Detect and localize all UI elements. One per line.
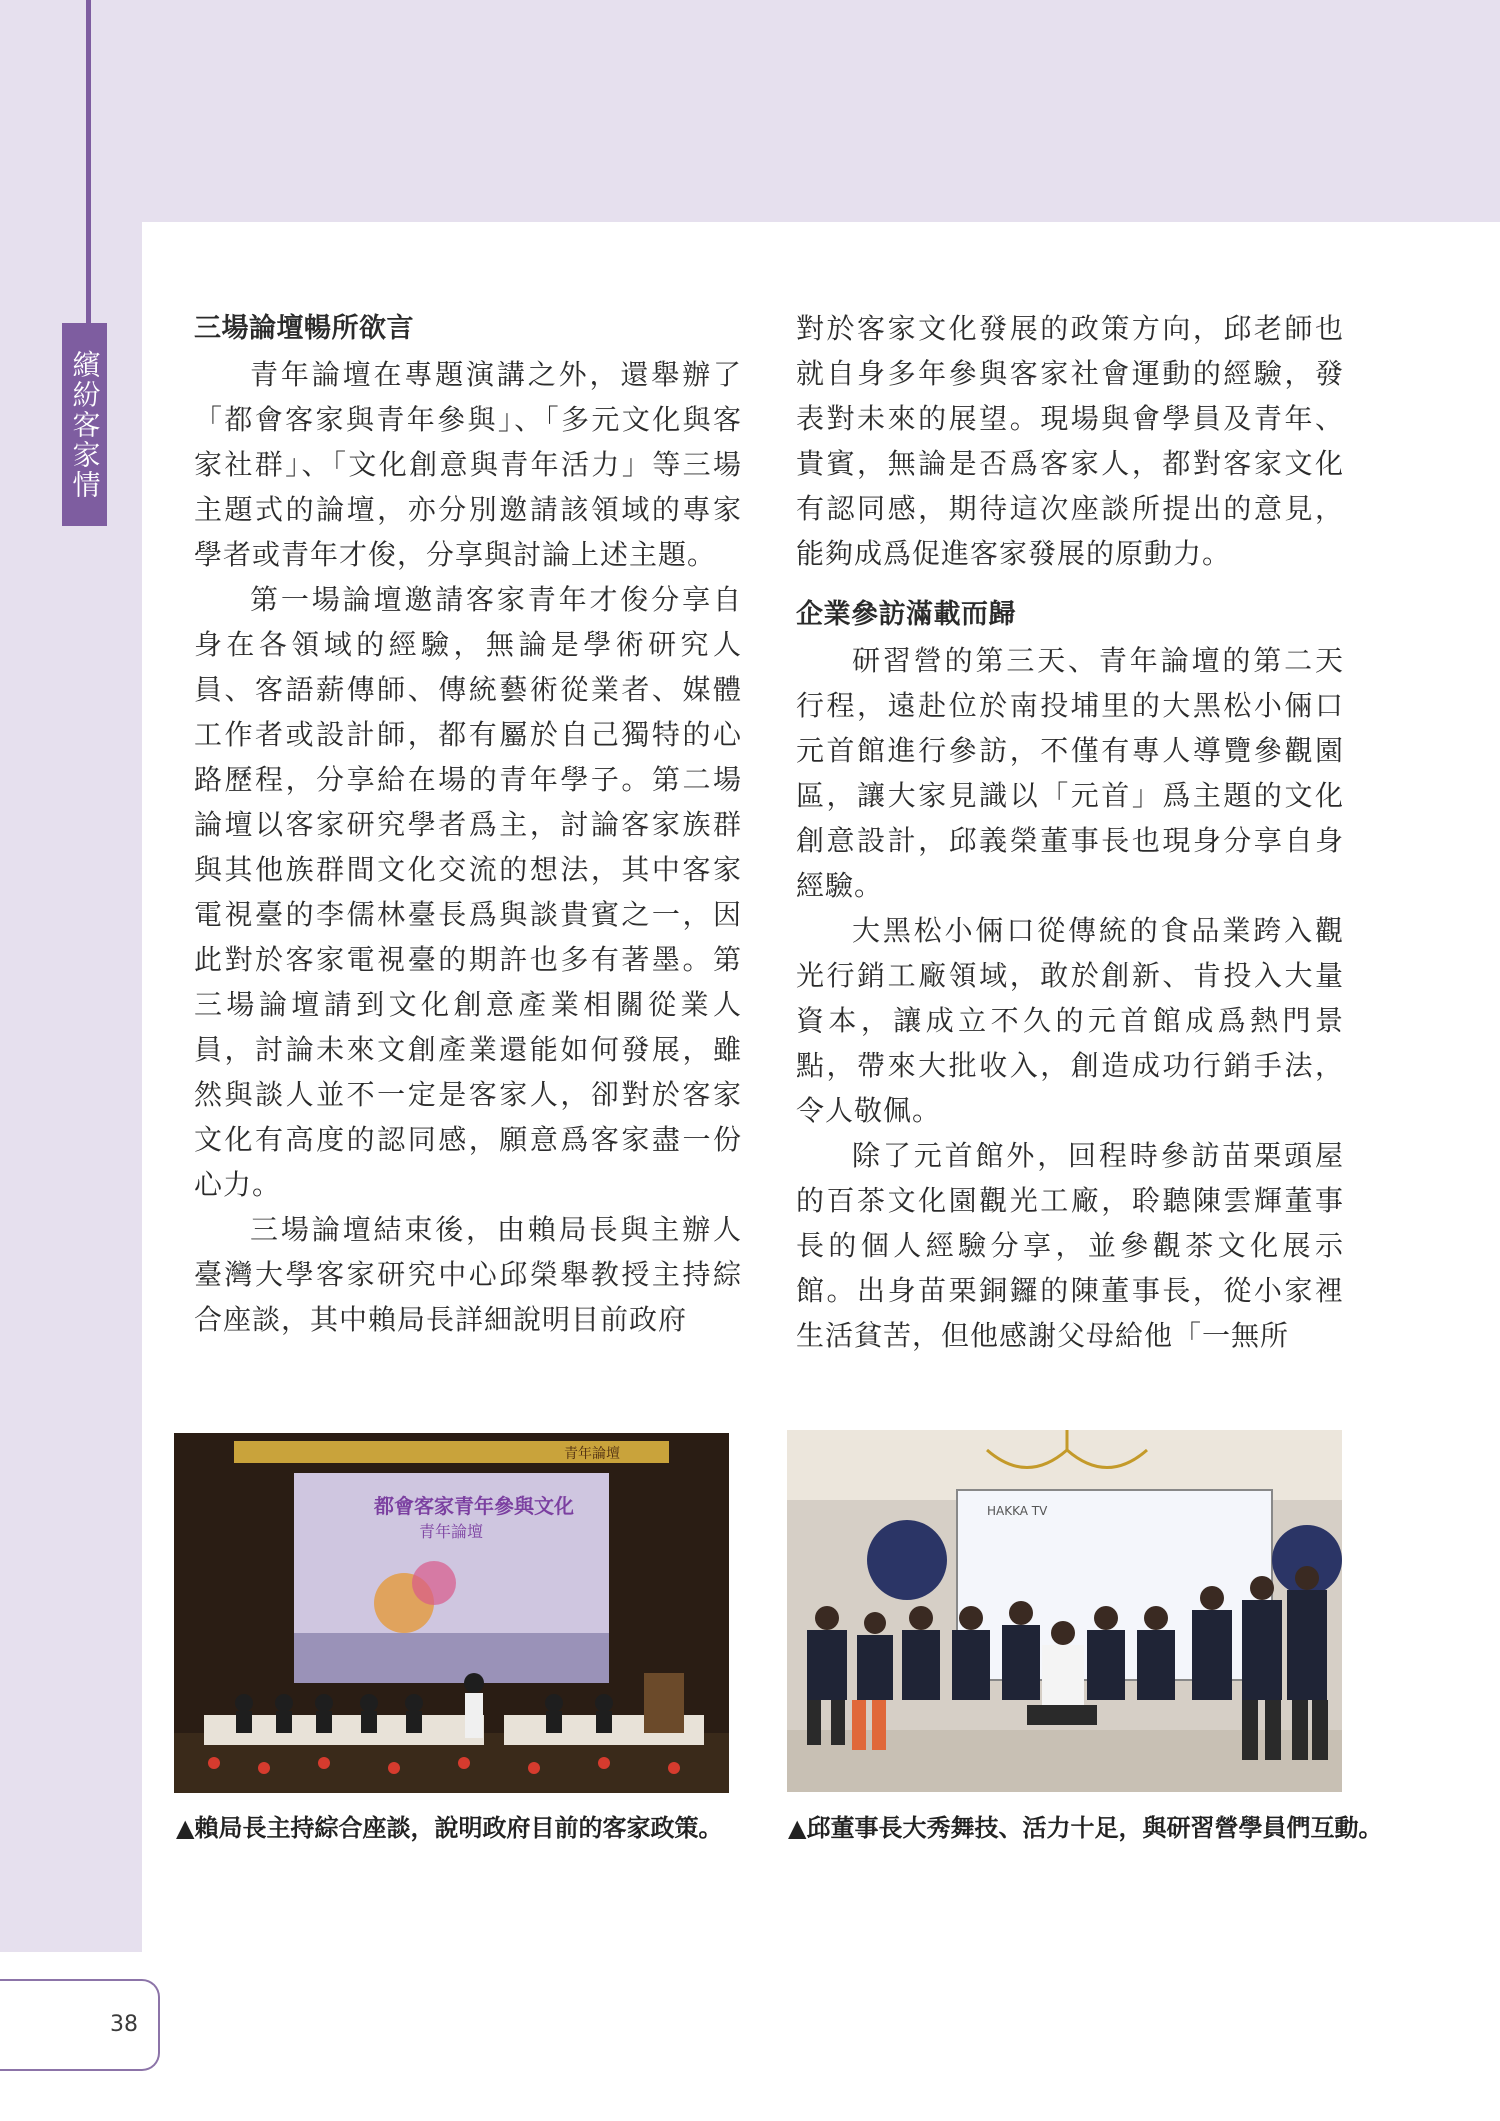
article-column-right [796, 306, 1344, 1358]
paragraph: 大黑松小倆口從傳統的食品業跨入觀光行銷工廠領域，敢於創新、肯投入大量資本，讓成立不久的元首館成爲熱門景點，帶來大批收入，創造成功行銷手法，令人敬佩。 [796, 914, 1344, 1127]
section-heading: 三場論壇暢所欲言 [194, 313, 414, 344]
section-heading: 企業參訪滿載而歸 [796, 599, 1016, 630]
screen-title: 都會客家青年參與文化 [374, 1494, 574, 1518]
paragraph: 第一場論壇邀請客家青年才俊分享自身在各領域的經驗，無論是學術研究人員、客語薪傳師、傳統藝術從業者、媒體工作者或設計師，都有屬於自己獨特的心路歷程，分享給在場的青年學子。第二場論壇以客家研究學者爲主，討論客家族群與其他族群間文化交流的想法，其中客家電視臺的李儒林臺長爲與談貴賓之一，因此對於客家電視臺的期許也多有著墨。第三場論壇請到文化創意產業相關從業人員，討論未來文創產業還能如何發展，雖然與談人並不一定是客家人，卻對於客家文化有高度的認同感，願意爲客家盡一份心力。 [194, 583, 742, 1201]
side-accent-line [86, 0, 91, 323]
paragraph: 三場論壇結束後，由賴局長與主辦人臺灣大學客家研究中心邱榮舉教授主持綜合座談，其中賴局長詳細說明目前政府 [194, 1213, 742, 1336]
paragraph: 研習營的第三天、青年論壇的第二天行程，遠赴位於南投埔里的大黑松小倆口元首館進行參訪，不僅有專人導覽參觀園區，讓大家見識以「元首」爲主題的文化創意設計，邱義榮董事長也現身分享自身經驗。 [796, 644, 1344, 902]
screen-text: HAKKA TV [987, 1504, 1048, 1518]
side-band [0, 0, 142, 1952]
dance-illustration [787, 1430, 1342, 1792]
screen-subtitle: 青年論壇 [419, 1522, 484, 1541]
photo-caption: ▲邱董事長大秀舞技、活力十足，與研習營學員們互動。 [788, 1814, 1383, 1842]
paragraph: 青年論壇在專題演講之外，還舉辦了「都會客家與青年參與」、「多元文化與客家社群」、「文化創意與青年活力」等三場主題式的論壇，亦分別邀請該領域的專家學者或青年才俊，分享與討論上述主題。 [194, 358, 742, 571]
paragraph: 對於客家文化發展的政策方向，邱老師也就自身多年參與客家社會運動的經驗，發表對未來的展望。現場與會學員及青年、貴賓，無論是否爲客家人，都對客家文化有認同感，期待這次座談所提出的意見，能夠成爲促進客家發展的原動力。 [796, 312, 1344, 570]
header-band [0, 0, 1500, 222]
article-column-left [194, 306, 742, 1342]
banner-text: 青年論壇 [564, 1446, 620, 1462]
dance-photo [787, 1430, 1342, 1792]
forum-photo [174, 1433, 729, 1793]
forum-stage-illustration [174, 1433, 729, 1793]
paragraph: 除了元首館外，回程時參訪苗栗頭屋的百茶文化園觀光工廠，聆聽陳雲輝董事長的個人經驗分享，並參觀茶文化展示館。出身苗栗銅鑼的陳董事長，從小家裡生活貧苦，但他感謝父母給他「一無所 [796, 1139, 1344, 1352]
page-number: 38 [110, 2012, 138, 2037]
section-tab: 繽紛客家情 [62, 323, 107, 526]
photo-caption: ▲賴局長主持綜合座談，說明政府目前的客家政策。 [176, 1814, 723, 1842]
